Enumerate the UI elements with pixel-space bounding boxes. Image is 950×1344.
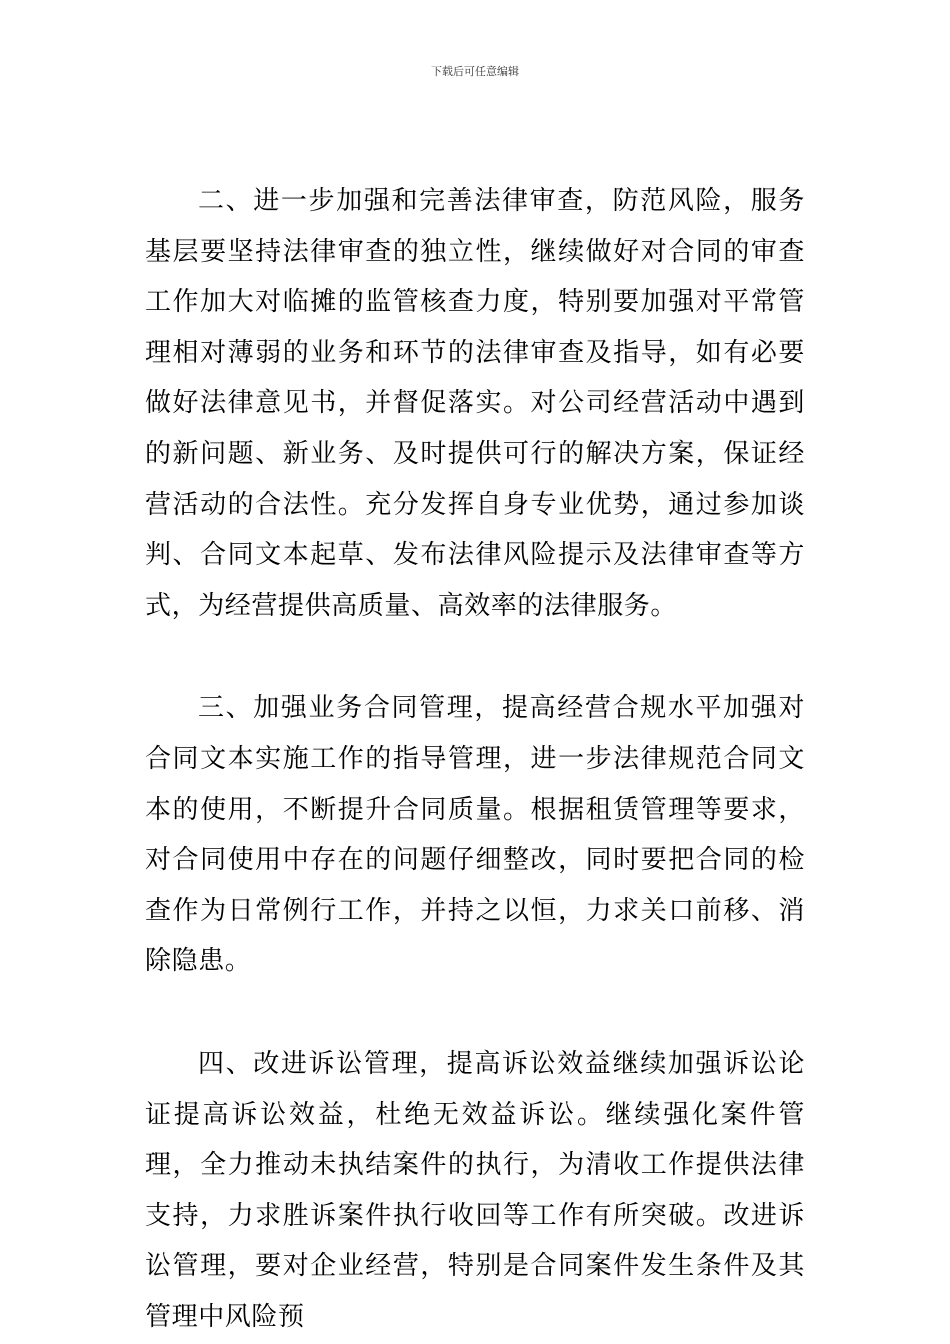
paragraph-section-2: 二、进一步加强和完善法律审查，防范风险，服务基层要坚持法律审查的独立性，继续做好对合同的审查工作加大对临摊的监管核查力度，特别要加强对平常管理相对薄弱的业务和环节的法律审查及指导，如有必要做好法律意见书，并督促落实。对公司经营活动中遇到的新问题、新业务、及时提供可行的解决方案，保证经营活动的合法性。充分发挥自身专业优势，通过参加谈判、合同文本起草、发布法律风险提示及法律审查等方式，为经营提供高质量、高效率的法律服务。 (145, 186, 805, 621)
document-body (145, 176, 805, 1342)
paragraph-section-4: 四、改进诉讼管理，提高诉讼效益继续加强诉讼论证提高诉讼效益，杜绝无效益诉讼。继续强化案件管理，全力推动未执结案件的执行，为清收工作提供法律支持，力求胜诉案件执行收回等工作有所突破。改进诉讼管理，要对企业经营，特别是合同案件发生条件及其管理中风险预 (145, 1048, 805, 1332)
page-header-note: 下载后可任意编辑 (431, 65, 519, 78)
paragraph-section-3: 三、加强业务合同管理，提高经营合规水平加强对合同文本实施工作的指导管理，进一步法律规范合同文本的使用，不断提升合同质量。根据租赁管理等要求，对合同使用中存在的问题仔细整改，同时要把合同的检查作为日常例行工作，并持之以恒，力求关口前移、消除隐患。 (145, 693, 805, 977)
